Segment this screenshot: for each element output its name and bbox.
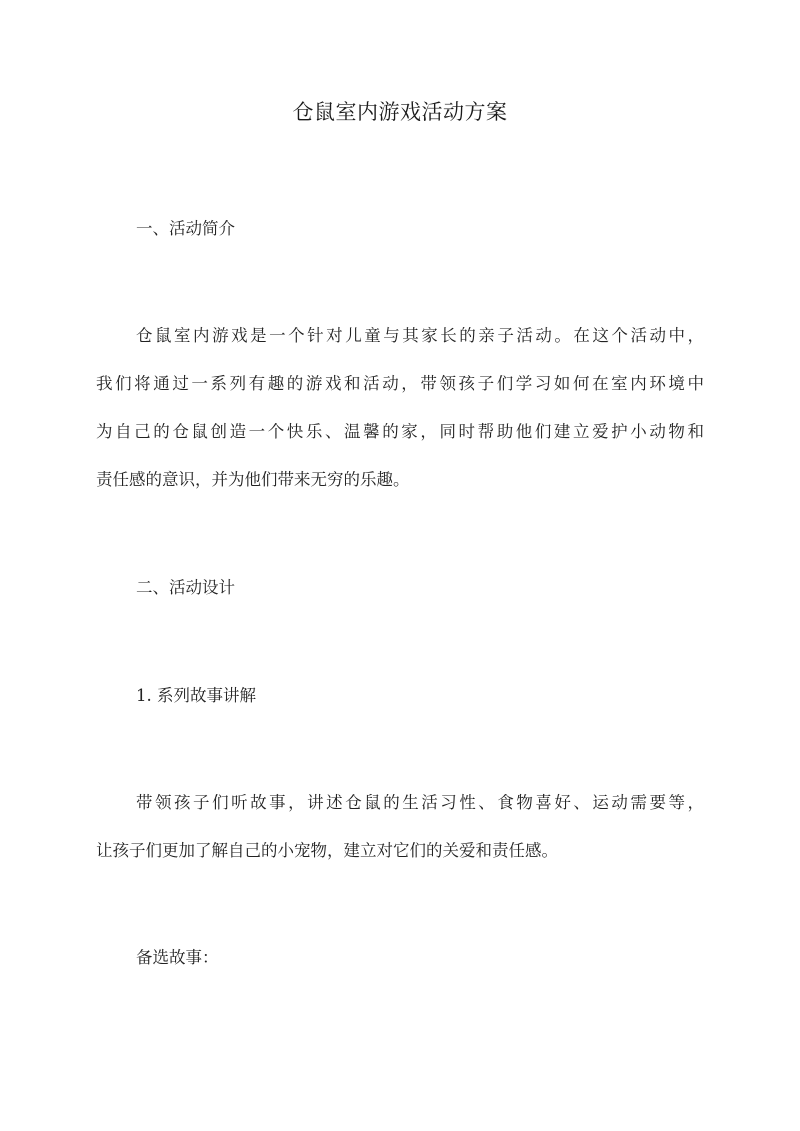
- paragraph-line: 责任感的意识，并为他们带来无穷的乐趣。: [96, 470, 410, 489]
- document-title: 仓鼠室内游戏活动方案: [292, 100, 508, 124]
- paragraph-line: 我们将通过一系列有趣的游戏和活动，带领孩子们学习如何在室内环境中: [96, 374, 704, 393]
- subsection-heading-stories: 1. 系列故事讲解: [136, 686, 256, 705]
- paragraph-line: 仓鼠室内游戏是一个针对儿童与其家长的亲子活动。在这个活动中，: [136, 326, 704, 345]
- paragraph-line: 为自己的仓鼠创造一个快乐、温馨的家，同时帮助他们建立爱护小动物和: [96, 422, 704, 441]
- paragraph-line: 让孩子们更加了解自己的小宠物，建立对它们的关爱和责任感。: [96, 841, 558, 860]
- paragraph-line: 带领孩子们听故事，讲述仓鼠的生活习性、食物喜好、运动需要等，: [136, 793, 704, 812]
- alt-stories-label: 备选故事：: [136, 948, 219, 967]
- section-heading-intro: 一、活动简介: [136, 219, 235, 238]
- section-heading-design: 二、活动设计: [136, 578, 235, 597]
